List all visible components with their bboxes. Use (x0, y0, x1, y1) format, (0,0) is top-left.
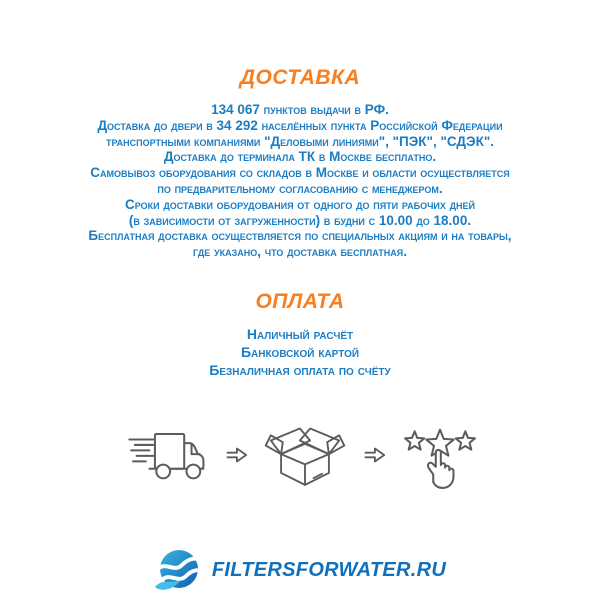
arrow-right-icon (224, 445, 248, 465)
water-logo-icon (154, 547, 202, 595)
delivery-line: Доставка до двери в 34 292 населённых пункта Российской Федерации (97, 117, 503, 133)
delivery-line: где указано, что доставка бесплатная. (192, 244, 407, 260)
arrow-right-icon (362, 445, 386, 465)
open-box-icon (264, 413, 346, 497)
brand-name: FILTERSFORWATER.RU (211, 559, 447, 582)
delivery-truck-icon (122, 425, 208, 485)
delivery-text-block (0, 102, 600, 260)
delivery-line: Бесплатная доставка осуществляется по специальных акциям и на товары, (88, 228, 512, 244)
delivery-line: Доставка до терминала ТК в Москве бесплатно. (163, 149, 437, 165)
payment-title: ОПЛАТА (255, 289, 345, 313)
delivery-line: транспортными компаниями "Деловыми линиями", "ПЭК", "СДЭК". (105, 133, 495, 149)
delivery-process-row (0, 407, 600, 503)
delivery-line: Сроки доставки оборудования от одного до пяти рабочих дней (124, 196, 476, 212)
delivery-line: 134 067 пунктов выдачи в РФ. (211, 102, 389, 117)
delivery-line: Самовывоз оборудования со складов в Москве и области осуществляется (90, 165, 510, 181)
payment-text-block (0, 325, 600, 379)
brand-logo[interactable] (0, 547, 600, 595)
payment-line: Безналичная оплата по счёту (209, 361, 391, 378)
payment-line: Наличный расчёт (246, 325, 354, 342)
payment-line: Банковской картой (240, 343, 360, 360)
delivery-line: по предварительному согласованию с менеджером. (157, 180, 443, 196)
rating-stars-hand-icon (402, 412, 478, 498)
delivery-title: ДОСТАВКА (239, 66, 361, 89)
delivery-line: (в зависимости от загруженности) в будни с 10.00 до 18.00. (128, 212, 472, 228)
